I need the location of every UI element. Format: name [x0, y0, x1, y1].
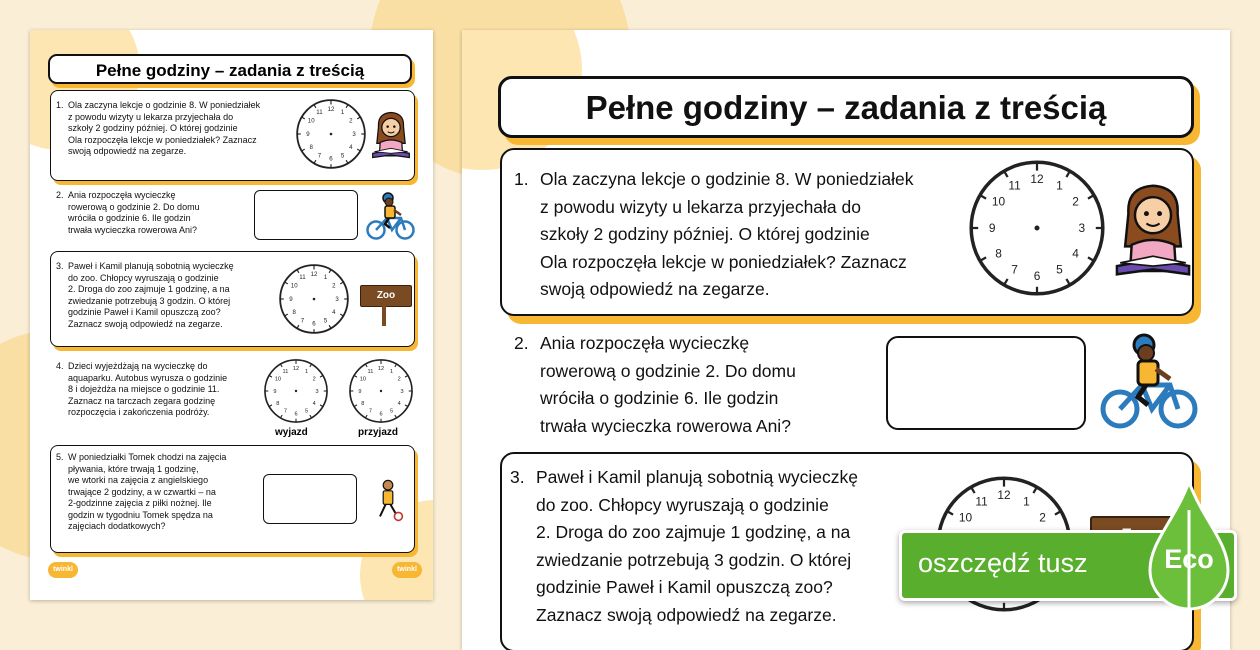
thumb-clock-icon[interactable]: [278, 263, 350, 335]
task-3-text: 3. Paweł i Kamil planują sobotnią wycieczkę do zoo. Chłopcy wyruszają o godzinie 2. Droga do zoo zajmuje 1 godzinę, a na zwiedzanie potrzebują 3 godzin. O której godzinie Paweł i Kamil opuszczą zoo? Zaznacz swoją odpowiedź na zegarze.: [510, 467, 858, 625]
eco-banner-text: oszczędź tusz: [918, 548, 1088, 578]
twinkl-logo-right: twinkl: [392, 562, 422, 578]
thumb-zoo-sign-post: [382, 306, 386, 326]
page-title: Pełne godziny – zadania z treścią: [498, 76, 1194, 138]
twinkl-logo: twinkl: [48, 562, 78, 578]
girl-reading-icon: [1112, 180, 1194, 280]
answer-box-task-2[interactable]: [886, 336, 1086, 430]
thumb-task-3-text: 3. Paweł i Kamil planują sobotnią wycieczkę do zoo. Chłopcy wyruszają o godzinie 2. Droga do zoo zajmuje 1 godzinę, a na zwiedzanie potrzebują 3 godzin. O której godzinie Paweł i Kamil opuszczą zoo? Zaznacz swoją odpowiedź na zegarze.: [56, 261, 234, 329]
thumbnail-page[interactable]: [30, 30, 433, 600]
task-2-text: 2. Ania rozpoczęła wycieczkę rowerową o godzinie 2. Do domu wróciła o godzinie 6. Ile godzin trwała wycieczka rowerowa Ani?: [514, 333, 796, 436]
eco-label: Eco: [1164, 544, 1214, 574]
thumb-zoo-sign: Zoo: [360, 285, 412, 307]
departure-clock-icon[interactable]: [263, 358, 329, 424]
thumb-answer-box-2[interactable]: [254, 190, 358, 240]
thumb-task-4-text: 4. Dzieci wyjeżdżają na wycieczkę do aquaparku. Autobus wyrusza o godzinie 8 i dojeżdża na miejsce o godzinie 11. Zaznacz na tarczach zegara godzinę rozpoczęcia i zakończenia podróży.: [56, 361, 228, 417]
thumb-task-2-text: 2. Ania rozpoczęła wycieczkę rowerową o godzinie 2. Do domu wróciła o godzinie 6. Ile godzin trwała wycieczka rowerowa Ani?: [56, 190, 200, 235]
cyclist-icon: [1098, 330, 1198, 436]
arrival-label: przyjazd: [358, 427, 399, 438]
thumb-task-1-text: 1. Ola zaczyna lekcje o godzinie 8. W poniedziałek z powodu wizyty u lekarza przyjechała do szkoły 2 godziny później. O której godzinie Ola rozpoczęła lekcje w poniedziałek? Zaznacz swoją odpowiedź na zegarze.: [56, 100, 261, 156]
clock-face-icon[interactable]: [967, 158, 1107, 298]
girl-reading-icon: [370, 110, 412, 160]
task-1-text: 1. Ola zaczyna lekcje o godzinie 8. W poniedziałek z powodu wizyty u lekarza przyjechała do szkoły 2 godziny później. O której godzinie Ola rozpoczęła lekcje w poniedziałek? Zaznacz swoją odpowiedź na zegarze.: [514, 169, 914, 299]
thumb-task-5-text: 5. W poniedziałki Tomek chodzi na zajęcia pływania, które trwają 1 godzinę, we wtorki na zajęcia z angielskiego trwające 2 godziny, a w czwartki – na 2-godzinne zajęcia z piłki nożnej. Ile godzin w tygodniu Tomek spędza na zajęciach dodatkowych?: [56, 452, 227, 531]
cyclist-icon: [365, 192, 415, 242]
thumb-clock-icon[interactable]: [295, 98, 367, 170]
thumb-answer-box-5[interactable]: [263, 474, 357, 524]
arrival-clock-icon[interactable]: [348, 358, 414, 424]
departure-label: wyjazd: [275, 427, 308, 438]
thumb-title: Pełne godziny – zadania z treścią: [48, 54, 412, 84]
boy-football-icon: [368, 478, 408, 522]
